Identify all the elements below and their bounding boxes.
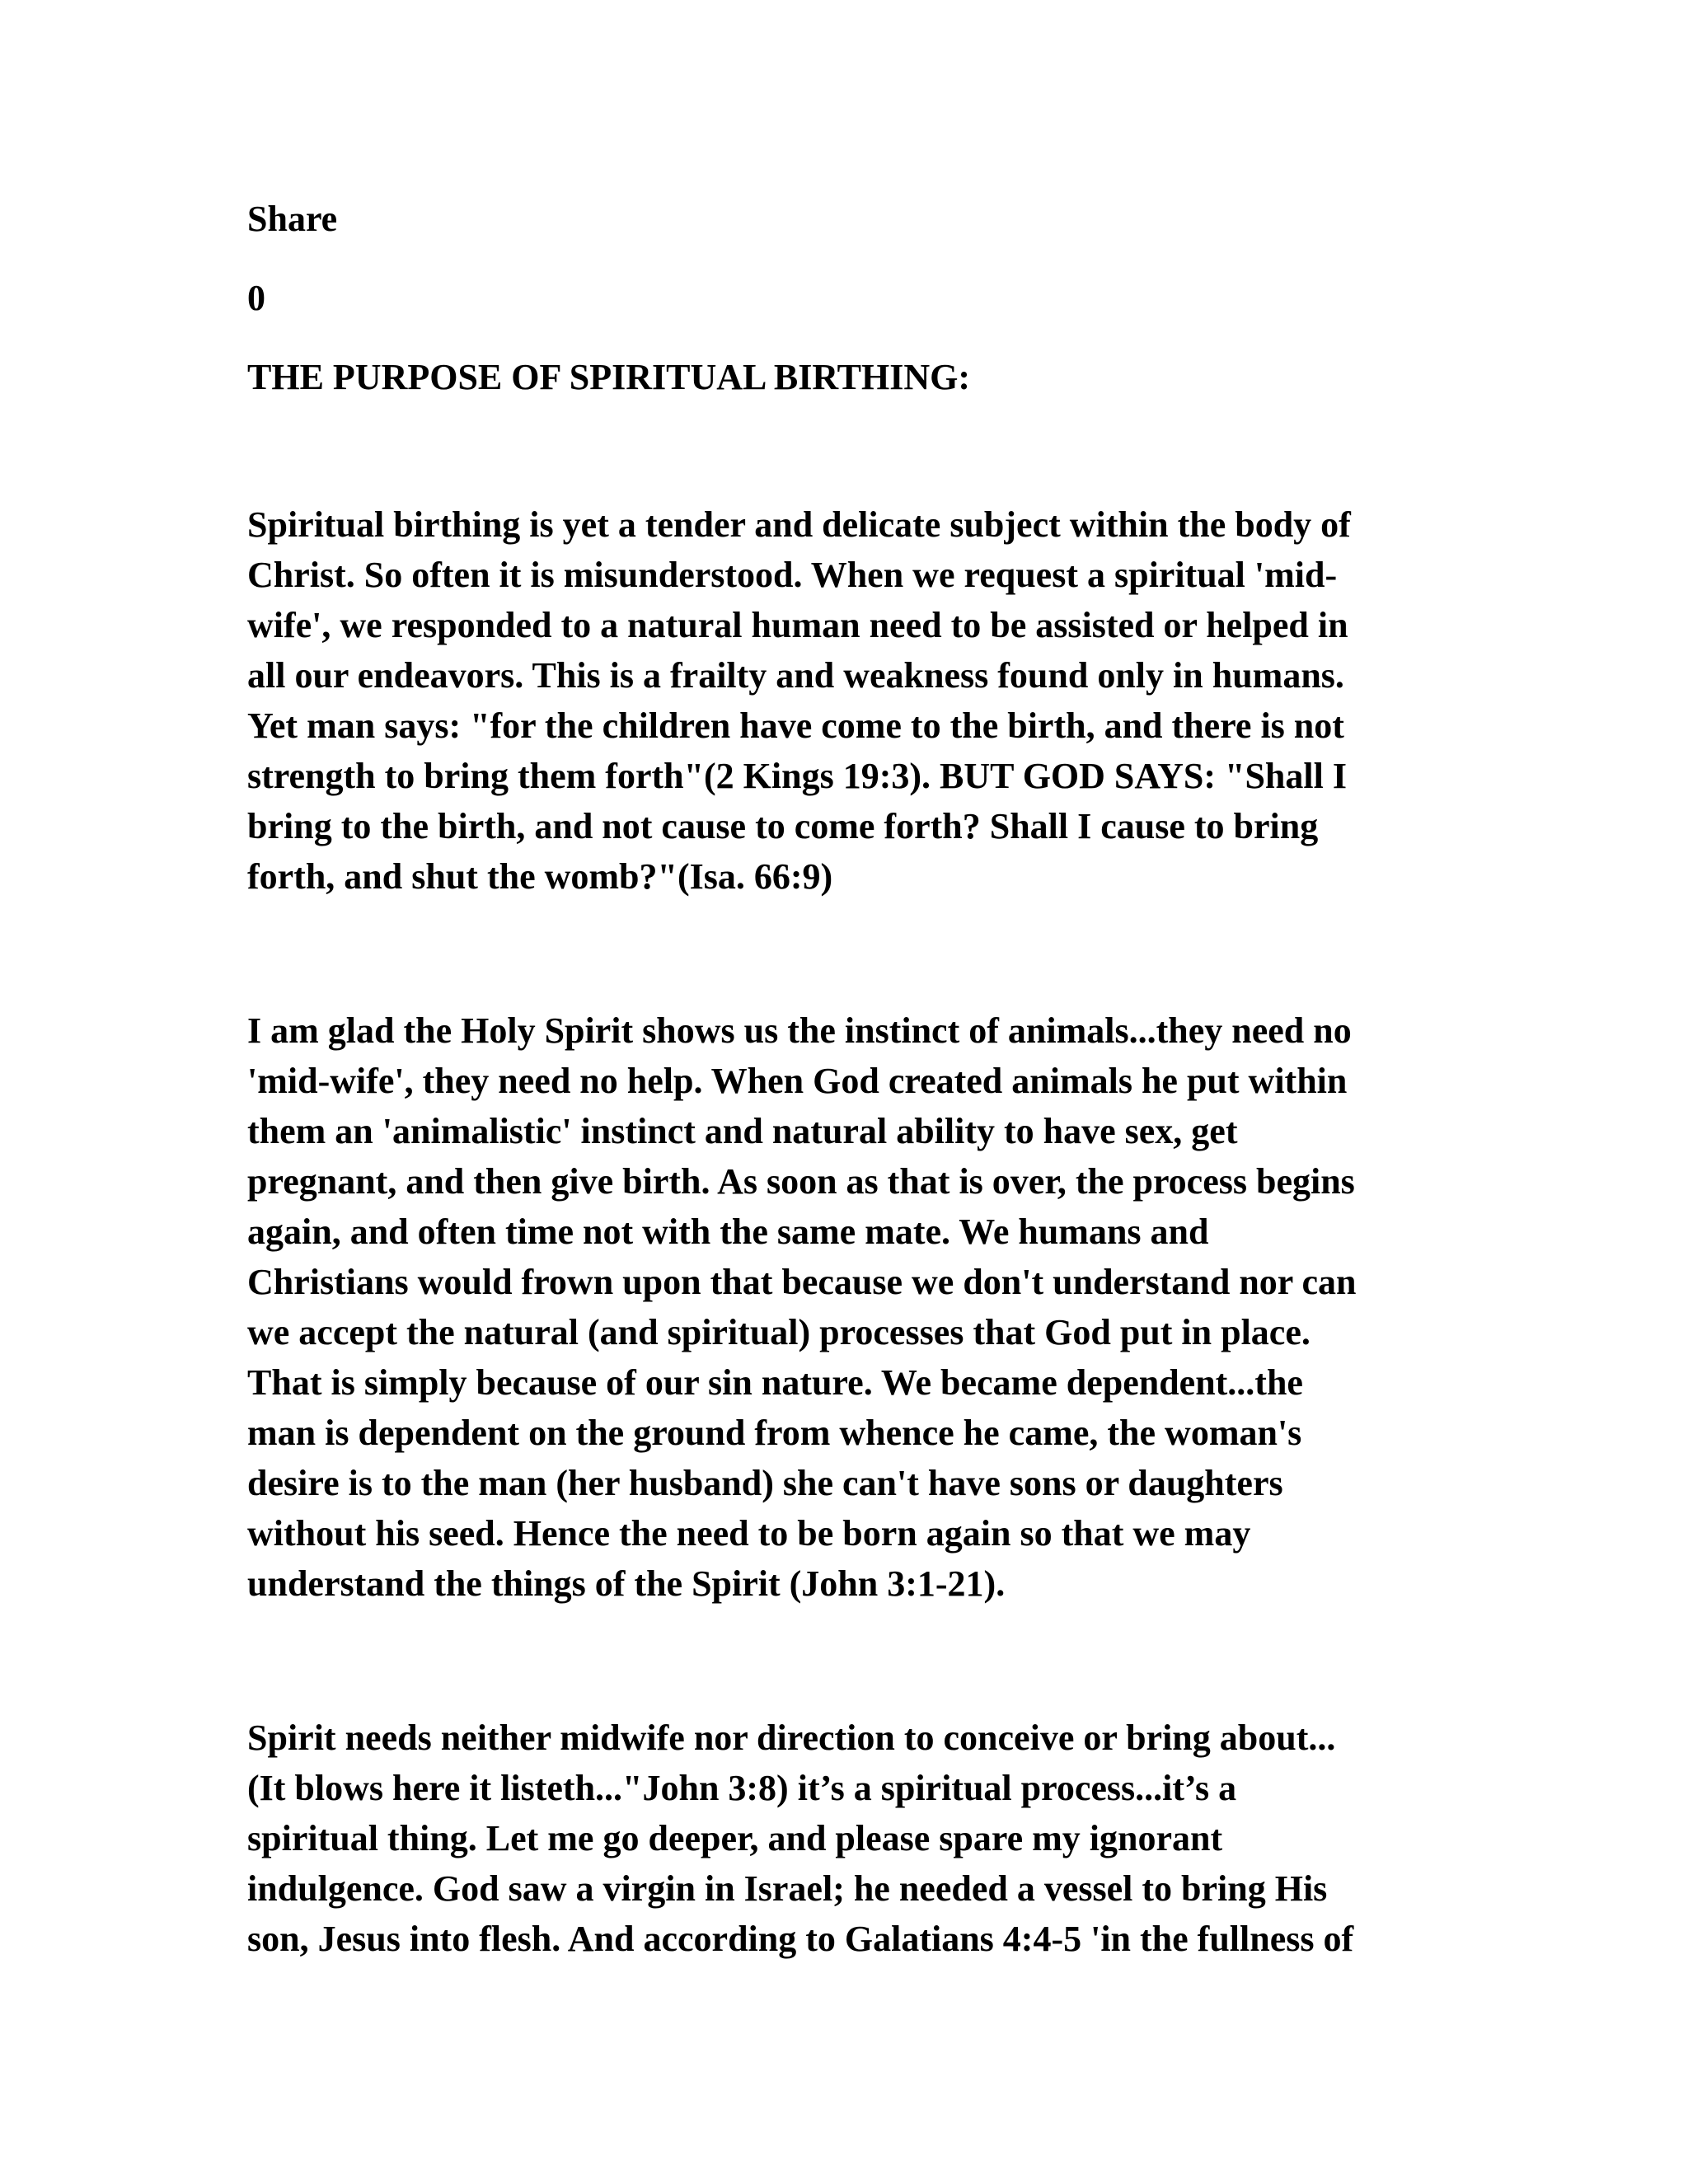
paragraph-line: (It blows here it listeth..."John 3:8) it’s a spiritual process...it’s a (247, 1768, 1237, 1808)
paragraph-line: pregnant, and then give birth. As soon as that is over, the process begins (247, 1161, 1355, 1202)
paragraph-line: That is simply because of our sin nature. We became dependent...the (247, 1362, 1303, 1403)
paragraph-line: 'mid-wife', they need no help. When God created animals he put within (247, 1061, 1348, 1101)
paragraph-line: spiritual thing. Let me go deeper, and please spare my ignorant (247, 1818, 1223, 1858)
paragraph-line: desire is to the man (her husband) she can't have sons or daughters (247, 1463, 1283, 1503)
paragraph-line: them an 'animalistic' instinct and natural ability to have sex, get (247, 1111, 1238, 1151)
paragraph-1 (247, 499, 1351, 902)
paragraph-line: strength to bring them forth"(2 Kings 19:3). BUT GOD SAYS: "Shall I (247, 756, 1347, 796)
paragraph-line: bring to the birth, and not cause to come forth? Shall I cause to bring (247, 806, 1319, 846)
paragraph-line: again, and often time not with the same mate. We humans and (247, 1212, 1209, 1252)
paragraph-line: Spiritual birthing is yet a tender and delicate subject within the body of (247, 504, 1351, 545)
paragraph-line: man is dependent on the ground from whence he came, the woman's (247, 1413, 1302, 1453)
paragraph-line: forth, and shut the womb?"(Isa. 66:9) (247, 856, 833, 897)
paragraph-line: Spirit needs neither midwife nor direction to conceive or bring about... (247, 1718, 1336, 1758)
paragraph-line: Christians would frown upon that because we don't understand nor can (247, 1262, 1357, 1302)
paragraph-line: son, Jesus into flesh. And according to Galatians 4:4-5 'in the fullness of (247, 1919, 1354, 1959)
paragraph-line: Christ. So often it is misunderstood. When we request a spiritual 'mid- (247, 555, 1338, 595)
paragraph-3 (247, 1713, 1353, 1964)
paragraph-line: I am glad the Holy Spirit shows us the instinct of animals...they need no (247, 1010, 1352, 1051)
paragraph-line: indulgence. God saw a virgin in Israel; he needed a vessel to bring His (247, 1868, 1328, 1909)
share-count: 0 (247, 278, 265, 318)
page-title: THE PURPOSE OF SPIRITUAL BIRTHING: (247, 357, 970, 397)
paragraph-line: Yet man says: "for the children have come to the birth, and there is not (247, 705, 1344, 746)
paragraph-2 (247, 1005, 1357, 1609)
paragraph-line: without his seed. Hence the need to be born again so that we may (247, 1513, 1251, 1554)
share-label[interactable]: Share (247, 199, 338, 239)
paragraph-line: we accept the natural (and spiritual) processes that God put in place. (247, 1312, 1311, 1352)
paragraph-line: wife', we responded to a natural human need to be assisted or helped in (247, 605, 1348, 645)
paragraph-line: understand the things of the Spirit (John 3:1-21). (247, 1563, 1006, 1604)
paragraph-line: all our endeavors. This is a frailty and weakness found only in humans. (247, 655, 1344, 696)
